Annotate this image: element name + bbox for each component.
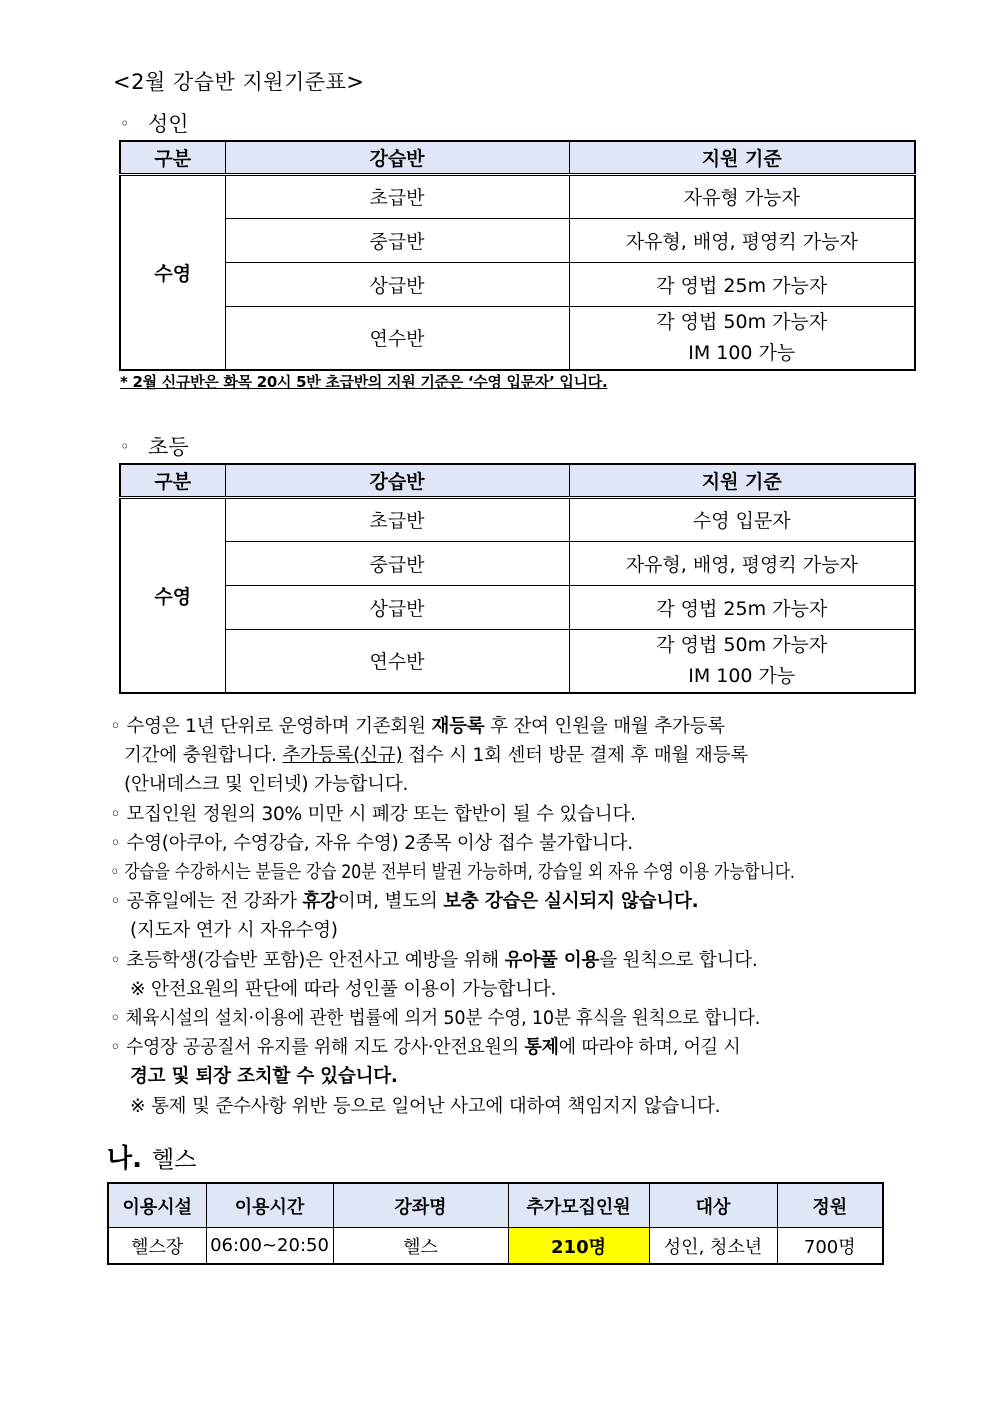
bullet-dot-icon: ◦ xyxy=(120,437,130,456)
notice-item-cont: ※ 안전요원의 판단에 따라 성인풀 이용이 가능합니다. xyxy=(130,978,557,1000)
capacity-cell: 700명 xyxy=(777,1228,883,1265)
criteria-cell xyxy=(569,306,915,370)
header-capacity: 정원 xyxy=(777,1183,883,1228)
gym-table xyxy=(107,1182,884,1265)
extra-recruit-cell: 210명 xyxy=(508,1228,649,1265)
criteria-line: 각 영법 50m 가능자 xyxy=(656,633,828,656)
header-target: 대상 xyxy=(649,1183,777,1228)
class-cell: 상급반 xyxy=(225,262,569,306)
notice-item: ◦ 수영장 공공질서 유지를 위해 지도 강사·안전요원의 통제에 따라야 하며, 어길 시 xyxy=(110,1037,741,1059)
header-category: 구분 xyxy=(120,141,225,174)
child-criteria-table xyxy=(119,463,916,694)
notice-item-cont: ※ 통제 및 준수사항 위반 등으로 일어난 사고에 대하여 책임지지 않습니다. xyxy=(130,1095,721,1117)
section-child-label xyxy=(120,431,189,461)
class-cell: 중급반 xyxy=(225,218,569,262)
header-category: 구분 xyxy=(120,464,225,497)
adult-note: * 2월 신규반은 화목 20시 5반 초급반의 지원 기준은 ‘수영 입문자’ 입니다. xyxy=(120,373,608,391)
target-cell: 성인, 청소년 xyxy=(649,1228,777,1265)
document-title: <2월 강습반 지원기준표> xyxy=(113,70,365,94)
header-facility: 이용시설 xyxy=(108,1183,206,1228)
notice-item-cont: (지도자 연가 시 자유수영) xyxy=(130,920,338,942)
header-class: 강습반 xyxy=(225,464,569,497)
notice-item-cont: 경고 및 퇴장 조치할 수 있습니다. xyxy=(130,1066,398,1088)
criteria-line: IM 100 가능 xyxy=(688,664,796,687)
criteria-cell: 각 영법 25m 가능자 xyxy=(569,585,915,629)
time-cell: 06:00~20:50 xyxy=(206,1228,333,1265)
notice-item: ◦ 모집인원 정원의 30% 미만 시 폐강 또는 합반이 될 수 있습니다. xyxy=(110,803,636,825)
notice-item: ◦ 공휴일에는 전 강좌가 휴강이며, 별도의 보충 강습은 실시되지 않습니다. xyxy=(110,891,699,913)
header-extra-recruit: 추가모집인원 xyxy=(508,1183,649,1228)
notice-item: ◦ 수영은 1년 단위로 운영하며 기존회원 재등록 후 잔여 인원을 매월 추가등록 xyxy=(110,716,725,737)
header-course: 강좌명 xyxy=(333,1183,508,1228)
section-child-text: 초등 xyxy=(148,435,189,459)
class-cell: 연수반 xyxy=(225,306,569,370)
section-adult-label xyxy=(120,108,189,138)
criteria-line: 각 영법 50m 가능자 xyxy=(656,310,828,333)
header-class: 강습반 xyxy=(225,141,569,174)
facility-cell: 헬스장 xyxy=(108,1228,206,1265)
bullet-dot-icon: ◦ xyxy=(120,114,130,133)
adult-criteria-table xyxy=(119,140,916,371)
criteria-cell: 각 영법 25m 가능자 xyxy=(569,262,915,306)
class-cell: 초급반 xyxy=(225,174,569,218)
criteria-cell xyxy=(569,629,915,693)
criteria-cell: 자유형, 배영, 평영킥 가능자 xyxy=(569,541,915,585)
section-adult-text: 성인 xyxy=(148,112,189,136)
class-cell: 연수반 xyxy=(225,629,569,693)
notice-item: ◦ 초등학생(강습반 포함)은 안전사고 예방을 위해 유아풀 이용을 원칙으로 합니다. xyxy=(110,949,758,971)
criteria-cell: 수영 입문자 xyxy=(569,497,915,541)
criteria-line: IM 100 가능 xyxy=(688,341,796,364)
notice-item: ◦ 수영(아쿠아, 수영강습, 자유 수영) 2종목 이상 접수 불가합니다. xyxy=(110,832,633,854)
group-swim: 수영 xyxy=(120,174,225,370)
notice-item-cont: (안내데스크 및 인터넷) 가능합니다. xyxy=(124,774,409,796)
notice-list xyxy=(110,712,910,1121)
notice-item: ◦ 체육시설의 설치·이용에 관한 법률에 의거 50분 수영, 10분 휴식을 원칙으로 합니다. xyxy=(110,1008,761,1030)
section-gym-heading xyxy=(107,1138,196,1175)
criteria-cell: 자유형, 배영, 평영킥 가능자 xyxy=(569,218,915,262)
notice-item-cont: 기간에 충원합니다. 추가등록(신규) 접수 시 1회 센터 방문 결제 후 매월 재등록 xyxy=(124,745,748,767)
group-swim: 수영 xyxy=(120,497,225,693)
criteria-cell: 자유형 가능자 xyxy=(569,174,915,218)
class-cell: 상급반 xyxy=(225,585,569,629)
header-criteria: 지원 기준 xyxy=(569,464,915,497)
header-time: 이용시간 xyxy=(206,1183,333,1228)
section-gym-label: 헬스 xyxy=(152,1147,197,1173)
class-cell: 초급반 xyxy=(225,497,569,541)
notice-item: ◦ 강습을 수강하시는 분들은 강습 20분 전부터 발권 가능하며, 강습일 외 자유 수영 이용 가능합니다. xyxy=(110,862,795,884)
course-cell: 헬스 xyxy=(333,1228,508,1265)
class-cell: 중급반 xyxy=(225,541,569,585)
header-criteria: 지원 기준 xyxy=(569,141,915,174)
section-number: 나. xyxy=(107,1144,142,1174)
